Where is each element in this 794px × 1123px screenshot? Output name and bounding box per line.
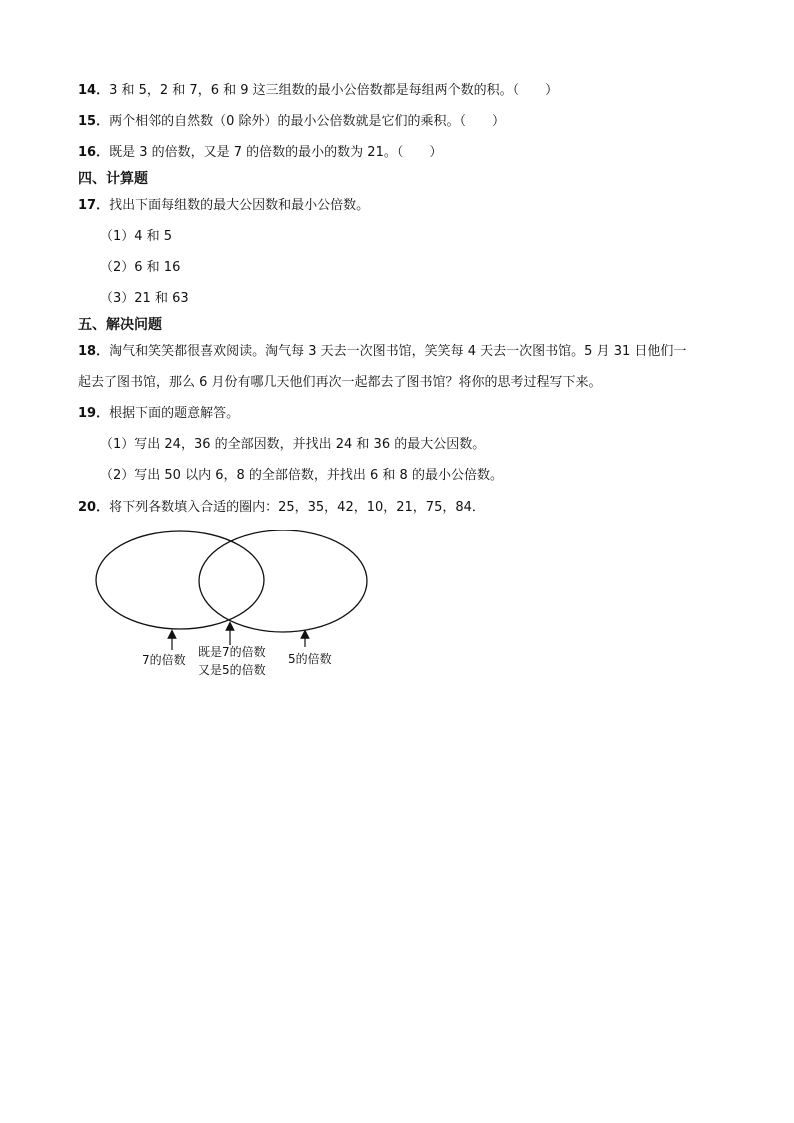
question-18-line-2: 起去了图书馆，那么 6 月份有哪几天他们再次一起都去了图书馆？将你的思考过程写下来。 xyxy=(78,375,602,390)
q19-item-1: （1）写出 24，36 的全部因数，并找出 24 和 36 的最大公因数。 xyxy=(100,437,486,452)
question-text: 找出下面每组数的最大公因数和最小公倍数。 xyxy=(109,198,370,213)
right-circle xyxy=(199,530,367,632)
question-14 xyxy=(78,82,558,100)
question-text: 淘气和笑笑都很喜欢阅读。淘气每 3 天去一次图书馆，笑笑每 4 天去一次图书馆。5 月 31 日他们一 xyxy=(109,344,687,359)
venn-label-right: 5的倍数 xyxy=(288,652,332,666)
venn-label-middle-2: 又是5的倍数 xyxy=(198,663,266,677)
question-number: 16． xyxy=(78,145,110,160)
question-number: 19． xyxy=(78,406,110,421)
question-19 xyxy=(78,405,239,423)
question-text: 两个相邻的自然数（0 除外）的最小公倍数就是它们的乘积。（ ） xyxy=(109,114,505,129)
question-16 xyxy=(78,144,442,162)
question-text: 将下列各数填入合适的圈内：25，35，42，10，21，75，84． xyxy=(109,500,485,515)
question-17 xyxy=(78,197,369,215)
section-heading-problems: 五、解决问题 xyxy=(78,317,162,333)
question-number: 15． xyxy=(78,114,110,129)
left-circle xyxy=(96,531,264,629)
question-20 xyxy=(78,499,485,517)
q17-item-3: （3）21 和 63 xyxy=(100,291,189,306)
question-18 xyxy=(78,343,686,361)
venn-label-left: 7的倍数 xyxy=(142,653,186,667)
venn-diagram xyxy=(90,530,380,690)
question-number: 20． xyxy=(78,500,110,515)
question-text: 3 和 5，2 和 7，6 和 9 这三组数的最小公倍数都是每组两个数的积。（ ） xyxy=(109,83,559,98)
question-number: 17． xyxy=(78,198,110,213)
q17-item-1: （1）4 和 5 xyxy=(100,229,173,244)
venn-label-middle-1: 既是7的倍数 xyxy=(198,645,266,659)
q17-item-2: （2）6 和 16 xyxy=(100,260,181,275)
question-text: 根据下面的题意解答。 xyxy=(109,406,240,421)
question-number: 18． xyxy=(78,344,110,359)
section-heading-calc: 四、计算题 xyxy=(78,171,148,187)
question-text: 既是 3 的倍数，又是 7 的倍数的最小的数为 21。（ ） xyxy=(109,145,443,160)
question-number: 14． xyxy=(78,83,110,98)
question-15 xyxy=(78,113,505,131)
q19-item-2: （2）写出 50 以内 6，8 的全部倍数，并找出 6 和 8 的最小公倍数。 xyxy=(100,468,503,483)
